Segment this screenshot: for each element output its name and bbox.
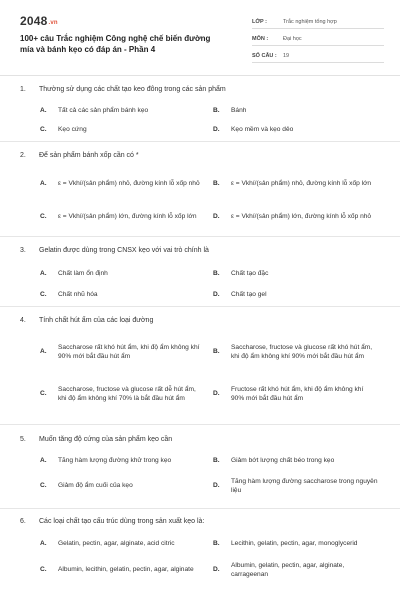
option-text: Chất nhũ hóa [58,290,98,298]
option-letter: B. [213,348,220,356]
logo-text: 2048 [20,14,48,28]
option-text: ε = Vkhí/(sản phẩm) lớn, đường kính lỗ xốp lớn [58,212,197,220]
option-text: Chất tạo đặc [231,269,269,277]
option-list [20,263,386,305]
option-d[interactable] [213,471,386,501]
option-letter: A. [40,106,47,114]
question-item [0,237,400,307]
option-list [20,533,386,585]
question-number: 3. [20,247,26,254]
option-b[interactable] [213,533,386,555]
option-text: Kẹo mềm và kẹo dẻo [231,125,294,133]
option-text: Saccharose, fructose và glucose rất khó hút ẩm, khi độ ẩm không khí 90% mới bắt đầu hút ẩm [231,343,373,360]
meta-row-class [252,12,384,29]
question-number: 1. [20,86,26,93]
meta-value: 19 [283,53,290,59]
option-text: ε = Vkhí/(sản phẩm) lớn, đường kính lỗ xốp nhỏ [231,212,372,220]
option-letter: C. [40,125,47,133]
option-text: Giảm độ ẩm cuối của kẹo [58,482,133,490]
question-header [20,517,386,527]
question-number: 4. [20,317,26,324]
question-header [20,151,386,161]
question-text: Muốn tăng độ cứng của sản phẩm kẹo cần [39,436,173,443]
option-d[interactable] [213,120,386,139]
question-number: 2. [20,152,26,159]
option-letter: B. [213,540,220,548]
option-a[interactable] [40,101,213,120]
option-b[interactable] [213,263,386,284]
option-text: Kẹo cứng [58,125,87,133]
option-letter: A. [40,348,47,356]
option-d[interactable] [213,284,386,305]
question-header [20,85,386,95]
option-list [20,332,386,416]
option-text: Gelatin, pectin, agar, alginate, acid citric [58,540,175,548]
option-b[interactable] [213,167,386,200]
option-letter: D. [213,390,220,398]
option-text: ε = Vkhí/(sản phẩm) nhỏ, đường kính lỗ xốp lớn [231,179,372,187]
option-letter: B. [213,179,220,187]
question-header [20,435,386,445]
option-text: Lecithin, gelatin, pectin, agar, monoglycerid [231,540,358,548]
option-c[interactable] [40,120,213,139]
question-text: Để sản phẩm bánh xốp cần có * [39,152,139,159]
option-letter: C. [40,290,47,298]
option-text: Chất tạo gel [231,290,267,298]
document-meta [252,12,384,63]
option-letter: D. [213,290,220,298]
question-item [0,76,400,142]
option-letter: A. [40,457,47,465]
option-text: Fructose rất khó hút ẩm, khi độ ẩm không khí 90% mới bắt đầu hút ẩm [231,385,364,402]
option-letter: D. [213,566,220,574]
option-text: Chất làm ổn định [58,269,108,277]
option-letter: A. [40,269,47,277]
option-a[interactable] [40,263,213,284]
question-list [0,76,400,600]
meta-key: LỚP : [252,19,267,25]
option-b[interactable] [213,101,386,120]
site-logo[interactable] [20,14,58,28]
option-text: Tăng hàm lượng đường khử trong kẹo [58,457,172,465]
meta-key: SỐ CÂU : [252,53,277,59]
option-c[interactable] [40,372,213,416]
option-c[interactable] [40,555,213,585]
option-a[interactable] [40,533,213,555]
document-header [0,0,400,76]
meta-row-question-count [252,46,384,63]
option-a[interactable] [40,167,213,200]
option-list [20,167,386,233]
option-text: Tất cả các sản phẩm bánh kẹo [58,106,149,114]
option-letter: D. [213,482,220,490]
question-text: Các loại chất tạo cấu trúc dùng trong sản xuất kẹo là: [39,518,205,525]
option-b[interactable] [213,451,386,471]
option-letter: D. [213,125,220,133]
option-letter: B. [213,457,220,465]
document-title: 100+ câu Trắc nghiệm Công nghệ chế biến đường mía và bánh kẹo có đáp án - Phần 4 [20,34,211,54]
option-letter: C. [40,390,47,398]
option-letter: D. [213,212,220,220]
meta-key: MÔN : [252,36,269,42]
question-number: 5. [20,436,26,443]
option-d[interactable] [213,372,386,416]
option-letter: B. [213,269,220,277]
question-number: 6. [20,518,26,525]
question-header [20,246,386,256]
logo-tld: .vn [48,20,58,26]
meta-value: Đại học [283,36,302,42]
option-a[interactable] [40,451,213,471]
option-text: Tăng hàm lượng đường saccharose trong nguyên liệu [231,477,378,494]
option-letter: B. [213,106,220,114]
question-text: Tính chất hút ẩm của các loại đường [39,317,154,324]
option-letter: A. [40,540,47,548]
option-c[interactable] [40,471,213,501]
option-list [20,101,386,139]
option-a[interactable] [40,332,213,372]
option-letter: C. [40,566,47,574]
option-letter: C. [40,212,47,220]
option-letter: A. [40,179,47,187]
option-text: ε = Vkhí/(sản phẩm) nhỏ, đường kính lỗ xốp nhỏ [58,179,200,187]
option-text: Giảm bớt lượng chất béo trong kẹo [231,457,335,465]
question-item [0,425,400,509]
meta-row-subject [252,29,384,46]
question-text: Thường sử dụng các chất tạo keo đông trong các sản phẩm [39,86,226,93]
question-item [0,142,400,237]
option-c[interactable] [40,200,213,233]
option-d[interactable] [213,200,386,233]
option-text: Bánh [231,106,247,114]
meta-value: Trắc nghiệm tổng hợp [283,19,337,25]
option-list [20,451,386,501]
question-item [0,307,400,425]
option-text: Saccharose, fructose và glucose rất dễ hút ẩm, khi độ ẩm không khí 70% là bắt đầu hút ẩm [58,385,196,402]
option-b[interactable] [213,332,386,372]
option-letter: C. [40,482,47,490]
option-text: Albumin, gelatin, pectin, agar, alginate, carrageenan [231,561,345,578]
question-text: Gelatin được dùng trong CNSX kẹo với vai trò chính là [39,247,209,254]
option-text: Albumin, lecithin, gelatin, pectin, agar, alginate [58,566,194,574]
option-text: Saccharose rất khó hút ẩm, khi độ ẩm không khí 90% mới bắt đầu hút ẩm [58,343,200,360]
option-c[interactable] [40,284,213,305]
question-item [0,509,400,600]
question-header [20,316,386,326]
option-d[interactable] [213,555,386,585]
